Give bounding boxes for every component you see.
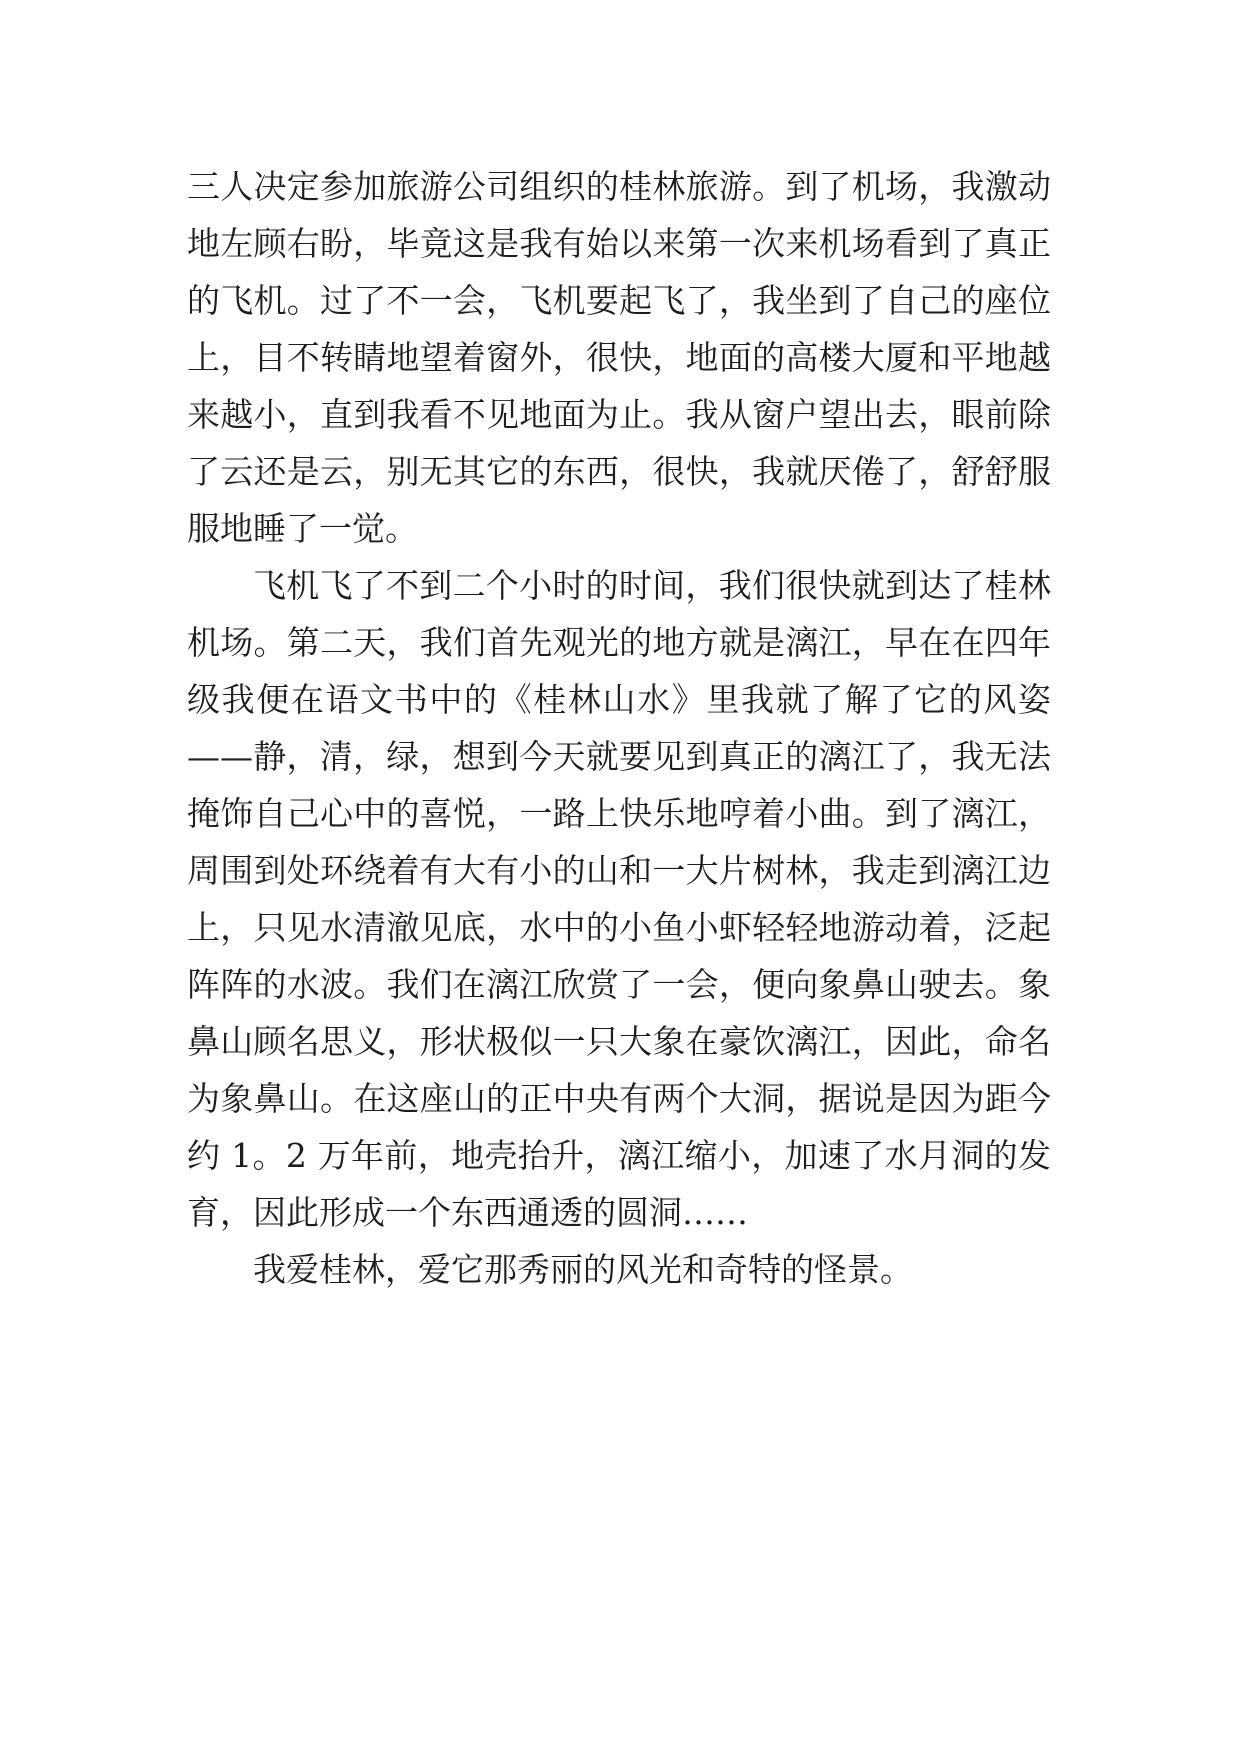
text-line: 上，只见水清澈见底，水中的小鱼小虾轻轻地游动着，泛起 <box>187 908 1051 947</box>
text-line: 地左顾右盼，毕竟这是我有始以来第一次来机场看到了真正 <box>187 224 1051 263</box>
text-line: 飞机飞了不到二个小时的时间，我们很快就到达了桂林 <box>253 566 1051 605</box>
text-line: 了云还是云，别无其它的东西，很快，我就厌倦了，舒舒服 <box>187 452 1051 491</box>
text-line: 服地睡了一觉。 <box>187 509 418 548</box>
text-line: 级我便在语文书中的《桂林山水》里我就了解了它的风姿 <box>187 680 1051 719</box>
text-line: 鼻山顾名思义，形状极似一只大象在豪饮漓江，因此，命名 <box>187 1022 1051 1061</box>
text-line: 机场。第二天，我们首先观光的地方就是漓江，早在在四年 <box>187 623 1051 662</box>
text-line: ——静，清，绿，想到今天就要见到真正的漓江了，我无法 <box>187 737 1051 776</box>
text-line: 周围到处环绕着有大有小的山和一大片树林，我走到漓江边 <box>187 851 1051 890</box>
paragraph <box>187 1241 1051 1298</box>
text-line: 三人决定参加旅游公司组织的桂林旅游。到了机场，我激动 <box>187 167 1051 206</box>
text-line: 为象鼻山。在这座山的正中央有两个大洞，据说是因为距今 <box>187 1079 1051 1118</box>
text-line: 掩饰自己心中的喜悦，一路上快乐地哼着小曲。到了漓江， <box>187 794 1051 833</box>
text-line: 的飞机。过了不一会，飞机要起飞了，我坐到了自己的座位 <box>187 281 1051 320</box>
text-line: 上，目不转睛地望着窗外，很快，地面的高楼大厦和平地越 <box>187 338 1051 377</box>
text-line: 来越小，直到我看不见地面为止。我从窗户望出去，眼前除 <box>187 395 1051 434</box>
text-line: 育，因此形成一个东西通透的圆洞…… <box>187 1193 748 1232</box>
essay-body <box>187 158 1051 1298</box>
text-line: 约 1。2 万年前，地壳抬升，漓江缩小，加速了水月洞的发 <box>187 1136 1051 1175</box>
text-line: 阵阵的水波。我们在漓江欣赏了一会，便向象鼻山驶去。象 <box>187 965 1051 1004</box>
paragraph <box>187 158 1051 557</box>
text-line: 我爱桂林，爱它那秀丽的风光和奇特的怪景。 <box>253 1250 913 1289</box>
paragraph <box>187 557 1051 1241</box>
